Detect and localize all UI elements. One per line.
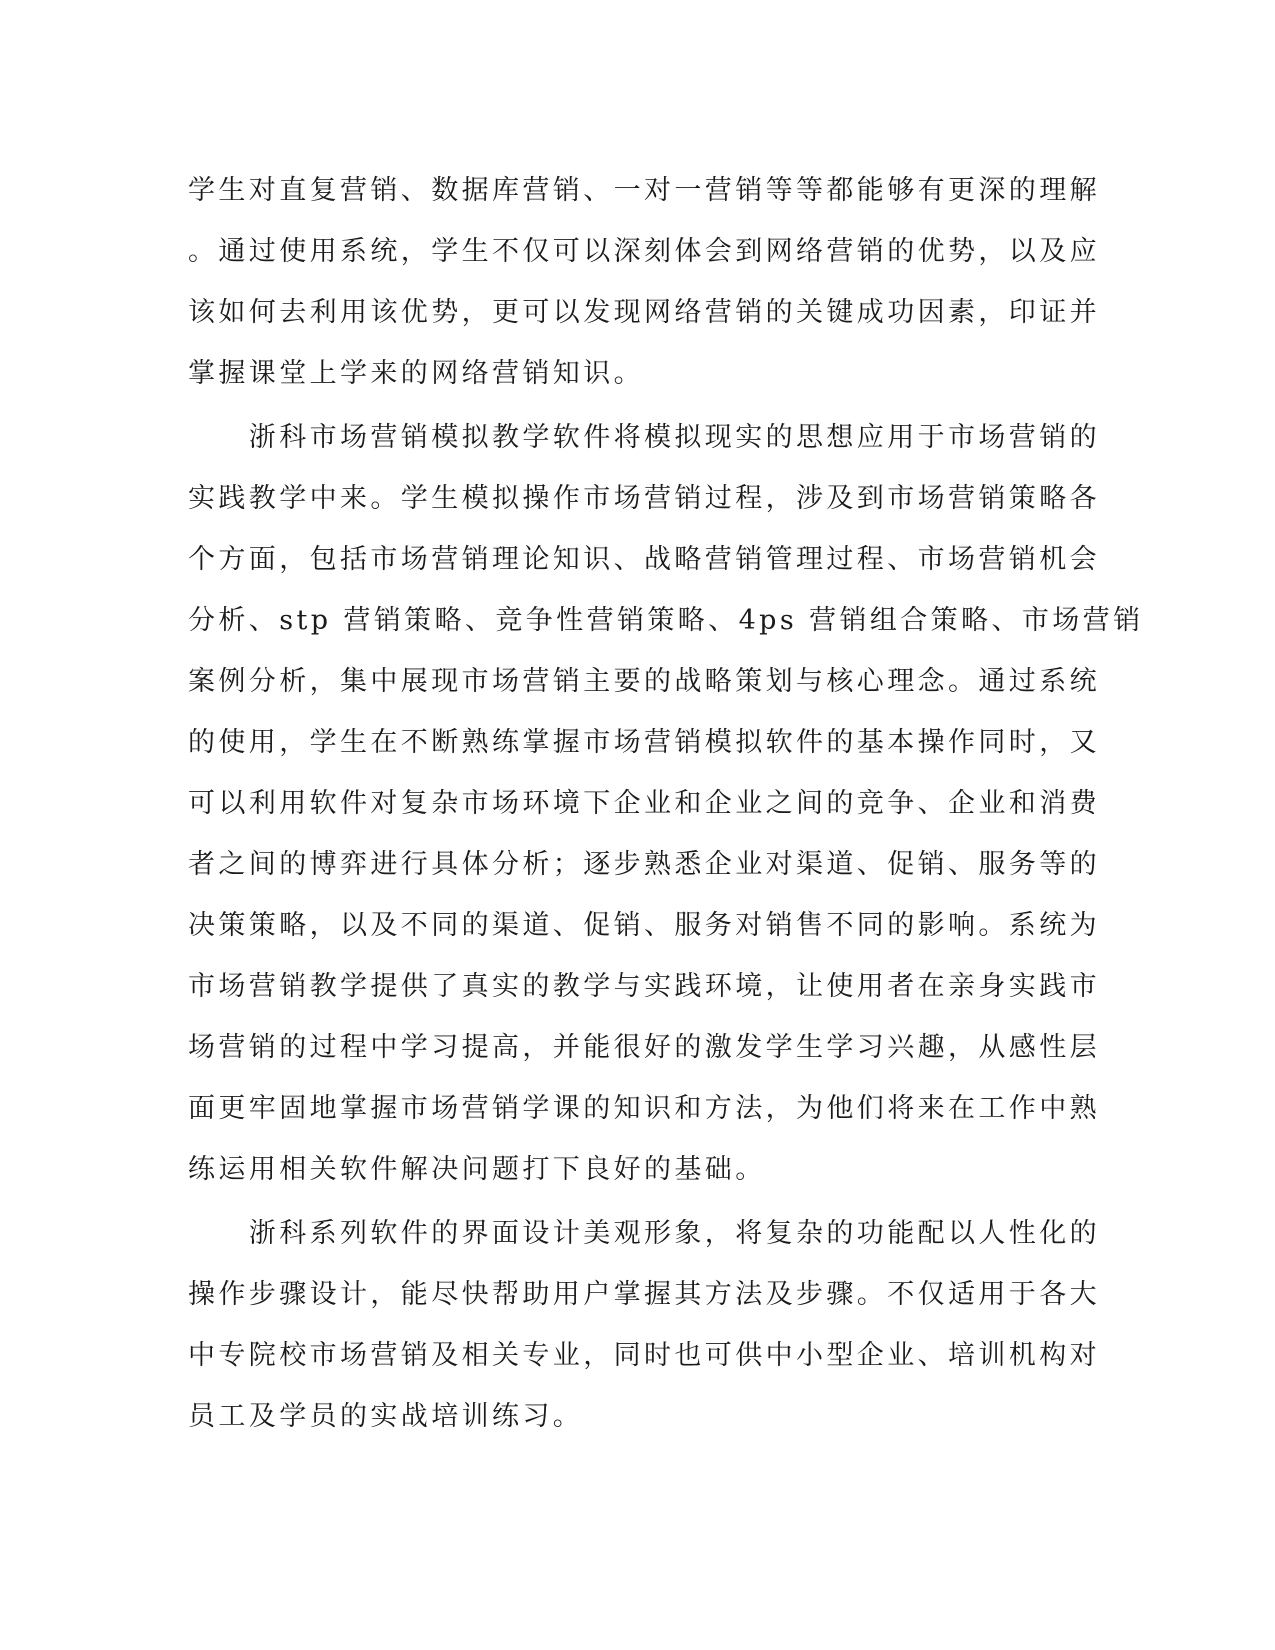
text-line: 决策策略，以及不同的渠道、促销、服务对销售不同的影响。系统为	[188, 910, 1100, 941]
text-line: 浙科系列软件的界面设计美观形象，将复杂的功能配以人性化的	[188, 1218, 1100, 1249]
text-line: 可以利用软件对复杂市场环境下企业和企业之间的竞争、企业和消费	[188, 788, 1100, 819]
text-line: 浙科市场营销模拟教学软件将模拟现实的思想应用于市场营销的	[188, 422, 1100, 453]
paragraph-2	[188, 407, 1144, 1200]
text-line: 实践教学中来。学生模拟操作市场营销过程，涉及到市场营销策略各	[188, 483, 1100, 514]
text-line: 场营销的过程中学习提高，并能很好的激发学生学习兴趣，从感性层	[188, 1032, 1100, 1063]
text-line: 面更牢固地掌握市场营销学课的知识和方法，为他们将来在工作中熟	[188, 1093, 1100, 1124]
paragraph-3	[188, 1203, 1100, 1447]
text-line: 该如何去利用该优势，更可以发现网络营销的关键成功因素，印证并	[188, 297, 1100, 328]
text-line: 。通过使用系统，学生不仅可以深刻体会到网络营销的优势，以及应	[188, 236, 1100, 267]
body-text	[188, 160, 1144, 1447]
paragraph-1	[188, 160, 1100, 404]
text-line: 分析、stp 营销策略、竞争性营销策略、4ps 营销组合策略、市场营销	[188, 605, 1144, 636]
text-line: 市场营销教学提供了真实的教学与实践环境，让使用者在亲身实践市	[188, 971, 1100, 1002]
text-line: 操作步骤设计，能尽快帮助用户掌握其方法及步骤。不仅适用于各大	[188, 1279, 1100, 1310]
text-line: 练运用相关软件解决问题打下良好的基础。	[188, 1154, 766, 1185]
text-line: 案例分析，集中展现市场营销主要的战略策划与核心理念。通过系统	[188, 666, 1100, 697]
text-line: 员工及学员的实战培训练习。	[188, 1401, 584, 1432]
text-line: 个方面，包括市场营销理论知识、战略营销管理过程、市场营销机会	[188, 544, 1100, 575]
text-line: 学生对直复营销、数据库营销、一对一营销等等都能够有更深的理解	[188, 175, 1100, 206]
text-line: 中专院校市场营销及相关专业，同时也可供中小型企业、培训机构对	[188, 1340, 1100, 1371]
text-line: 者之间的博弈进行具体分析；逐步熟悉企业对渠道、促销、服务等的	[188, 849, 1100, 880]
text-line: 掌握课堂上学来的网络营销知识。	[188, 358, 644, 389]
text-line: 的使用，学生在不断熟练掌握市场营销模拟软件的基本操作同时，又	[188, 727, 1100, 758]
